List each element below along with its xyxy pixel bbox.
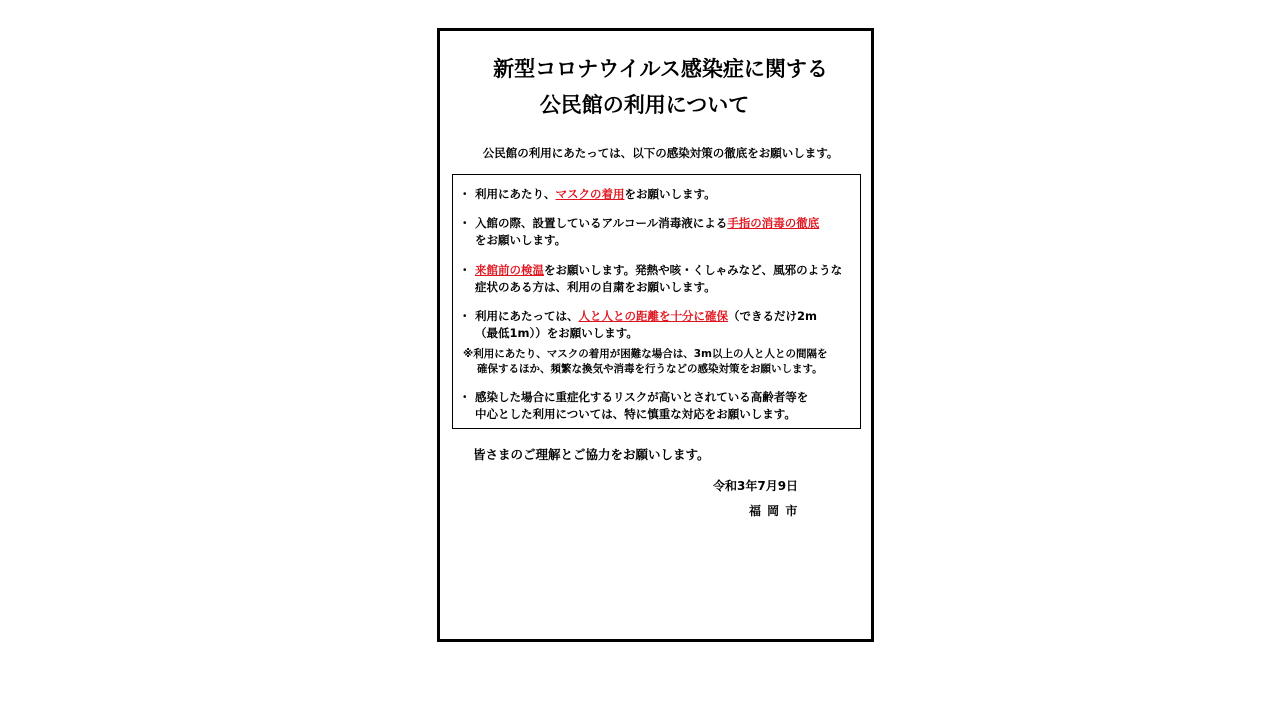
- rule-text: 症状のある方は、利用の自粛をお願いします。: [475, 280, 716, 294]
- rule-text: 中心とした利用については、特に慎重な対応をお願いします。: [475, 407, 796, 421]
- rule-text: をお願いします。: [475, 233, 567, 247]
- notice-poster: [437, 28, 874, 642]
- notice-title-line2: 公民館の利用について: [539, 93, 750, 117]
- rules-box: [452, 174, 861, 429]
- rule-text: 入館の際、設置しているアルコール消毒液による: [475, 216, 728, 230]
- rule-text: 感染した場合に重症化するリスクが高いとされている高齢者等を: [475, 390, 809, 404]
- notice-intro: 公民館の利用にあたっては、以下の感染対策の徹底をお願いします。: [482, 146, 839, 160]
- bullet: ・: [459, 216, 471, 230]
- rule-highlight: 来館前の検温: [475, 263, 544, 277]
- rule-highlight: 人と人との距離を十分に確保: [578, 309, 728, 323]
- rule-text: をお願いします。発熱や咳・くしゃみなど、風邪のような: [544, 263, 843, 277]
- bullet: ・: [459, 390, 471, 404]
- rule-highlight: マスクの着用: [555, 187, 625, 201]
- issue-date: 令和3年7月9日: [713, 479, 799, 493]
- notice-title-line1: 新型コロナウイルス感染症に関する: [493, 57, 828, 81]
- rule-text: （最低1m））をお願いします。: [475, 326, 638, 340]
- rule-text: 利用にあたっては、: [475, 309, 579, 323]
- rule-text: （できるだけ2m: [728, 309, 817, 323]
- note-text: 確保するほか、頻繁な換気や消毒を行うなどの感染対策をお願いします。: [477, 363, 823, 375]
- rule-text: をお願いします。: [624, 187, 716, 201]
- rule-highlight: 手指の消毒の徹底: [727, 216, 820, 230]
- closing-message: 皆さまのご理解とご協力をお願いします。: [473, 447, 710, 462]
- bullet: ・: [459, 263, 471, 277]
- note-text: ※利用にあたり、マスクの着用が困難な場合は、3m以上の人と人との間隔を: [463, 348, 828, 360]
- rule-text: 利用にあたり、: [475, 187, 556, 201]
- issuer-name: 福 岡 市: [749, 504, 799, 518]
- bullet: ・: [459, 187, 471, 201]
- mask-exception-note: [463, 347, 856, 377]
- bullet: ・: [459, 309, 471, 323]
